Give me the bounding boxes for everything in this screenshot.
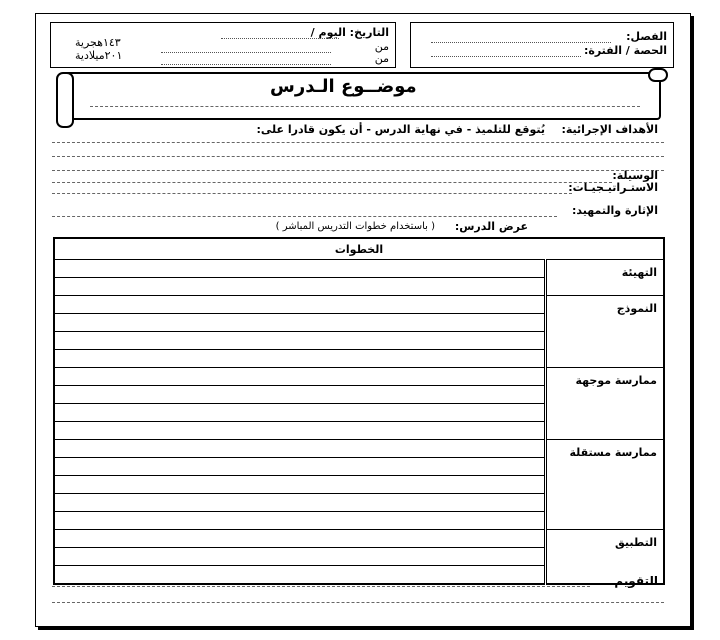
table-row	[54, 368, 664, 386]
stage-label: النموذج	[546, 296, 665, 368]
step-cell[interactable]	[54, 332, 546, 350]
strategies-label: الاستـراتيـجيـات:	[568, 181, 658, 194]
step-cell[interactable]	[54, 296, 546, 314]
hijri-year: ١٤٣هجرية	[75, 36, 121, 49]
step-cell[interactable]	[54, 350, 546, 368]
from-line-2	[161, 64, 331, 65]
stage-label: التطبيق	[546, 530, 665, 585]
step-cell[interactable]	[54, 278, 546, 296]
scroll-roll-right	[648, 68, 668, 82]
presentation-label: عرض الدرس:	[454, 220, 528, 233]
greg-year: ٢٠١ميلادية	[75, 49, 123, 62]
period-label: الحصة / الفترة:	[583, 44, 667, 57]
step-cell[interactable]	[54, 404, 546, 422]
class-line	[431, 42, 611, 43]
date-label: التاريخ: اليوم /	[310, 26, 389, 39]
class-box	[410, 22, 674, 68]
step-cell[interactable]	[54, 422, 546, 440]
date-line	[221, 38, 339, 39]
steps-header: الخطوات	[334, 242, 384, 256]
from-label-2: من	[374, 52, 389, 65]
table-header-row	[54, 238, 664, 260]
step-cell[interactable]	[54, 530, 546, 548]
objectives-line-3	[52, 170, 664, 171]
step-cell[interactable]	[54, 368, 546, 386]
step-cell[interactable]	[54, 512, 546, 530]
class-label: الفصل:	[626, 30, 667, 43]
date-box	[50, 22, 396, 68]
steps-table	[53, 237, 665, 588]
stage-label: التهيئة	[546, 260, 665, 296]
step-cell[interactable]	[54, 314, 546, 332]
evaluation-label: التقويم	[614, 574, 658, 588]
table-row	[54, 530, 664, 548]
step-cell[interactable]	[54, 440, 546, 458]
objectives-line-1	[52, 142, 664, 143]
objectives-text: يُتوقع للتلميذ - في نهاية الدرس - أن يكون قادرا على:	[256, 123, 545, 136]
table-row	[54, 296, 664, 314]
step-cell[interactable]	[54, 476, 546, 494]
strategies-line	[52, 193, 572, 194]
table-row	[54, 260, 664, 278]
scroll-roll-left	[56, 72, 74, 128]
table-row	[54, 440, 664, 458]
stage-label: ممارسة مستقلة	[546, 440, 665, 530]
means-label: الوسيلة:	[612, 169, 658, 182]
evaluation-line-2	[52, 602, 664, 603]
means-line	[52, 182, 612, 183]
intro-line	[52, 216, 557, 217]
title-line	[90, 106, 640, 107]
period-line	[431, 56, 581, 57]
step-cell[interactable]	[54, 260, 546, 278]
step-cell[interactable]	[54, 566, 546, 585]
objectives-label: الأهداف الإجرائية:	[561, 123, 658, 136]
evaluation-line-1	[52, 586, 590, 587]
step-cell[interactable]	[54, 548, 546, 566]
from-label-1: من	[374, 40, 389, 53]
stage-label: ممارسة موجهة	[546, 368, 665, 440]
from-line-1	[161, 52, 331, 53]
step-cell[interactable]	[54, 494, 546, 512]
intro-label: الإثارة والتمهيد:	[572, 204, 658, 217]
step-cell[interactable]	[54, 386, 546, 404]
lesson-title: موضــوع الـدرس	[270, 76, 417, 97]
step-cell[interactable]	[54, 458, 546, 476]
objectives-line-2	[52, 156, 664, 157]
presentation-note: ( باستخدام خطوات التدريس المباشر )	[275, 221, 435, 232]
